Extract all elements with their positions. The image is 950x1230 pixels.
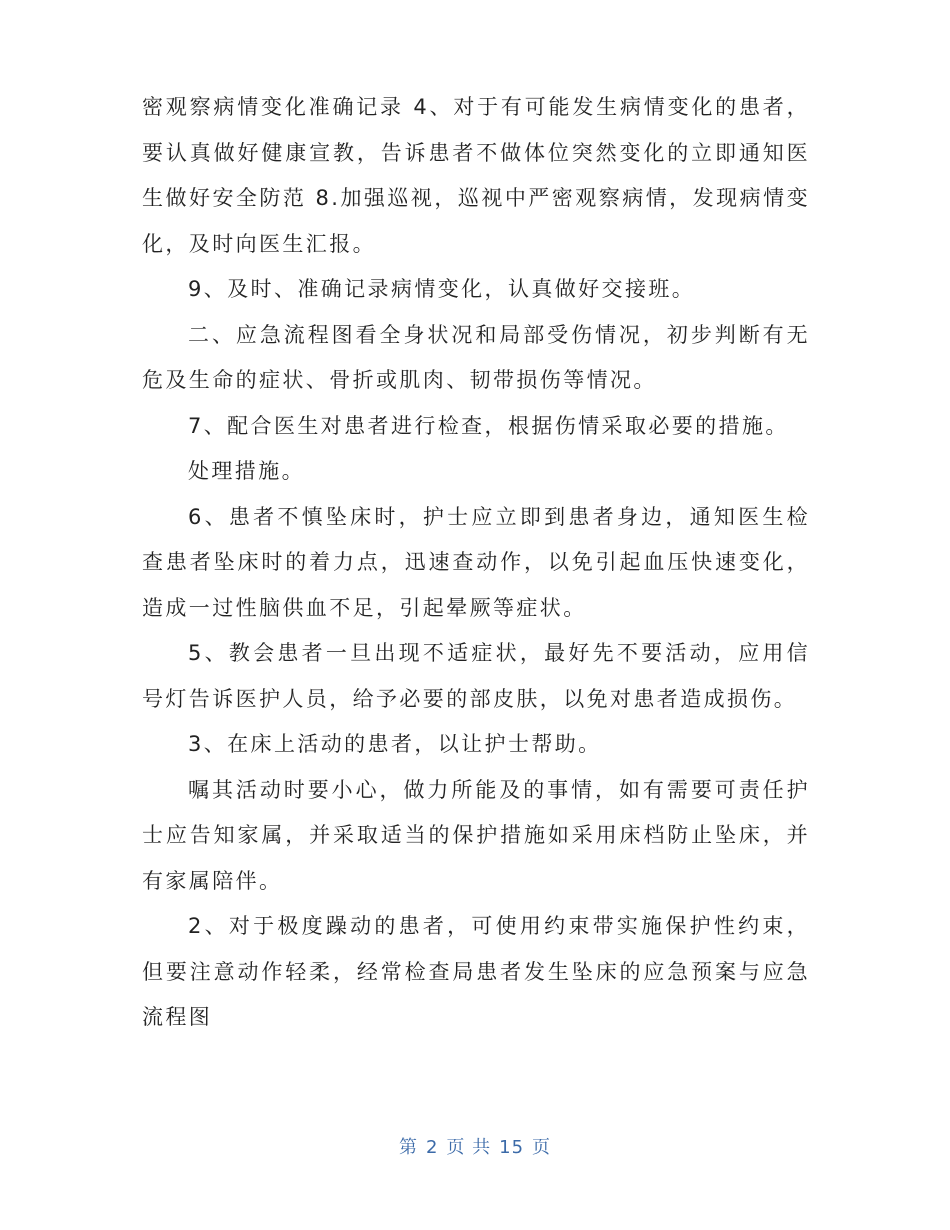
paragraph-3: 二、应急流程图看全身状况和局部受伤情况，初步判断有无危及生命的症状、骨折或肌肉、韧带损伤等情况。 (142, 322, 810, 392)
paragraph-9: 嘱其活动时要小心，做力所能及的事情，如有需要可责任护士应告知家属，并采取适当的保护措施如采用床档防止坠床，并有家属陪伴。 (142, 777, 810, 893)
footer-suffix: 页 (532, 1137, 552, 1158)
paragraph-1: 密观察病情变化准确记录 4、对于有可能发生病情变化的患者，要认真做好健康宣教，告诉患者不做体位突然变化的立即通知医生做好安全防范 8.加强巡视，巡视中严密观察病情，发现病情变化，及时向医生汇报。 (142, 95, 810, 256)
paragraph-2: 9、及时、准确记录病情变化，认真做好交接班。 (188, 277, 696, 301)
page-footer (0, 1133, 950, 1159)
paragraph-8: 3、在床上活动的患者，以让护士帮助。 (188, 732, 602, 756)
paragraph-6: 6、患者不慎坠床时，护士应立即到患者身边，通知医生检查患者坠床时的着力点，迅速查动作，以免引起血压快速变化，造成一过性脑供血不足，引起晕厥等症状。 (142, 504, 810, 620)
paragraph-10: 2、对于极度躁动的患者，可使用约束带实施保护性约束，但要注意动作轻柔，经常检查局患者发生坠床的应急预案与应急流程图 (142, 914, 810, 1029)
paragraph-5: 处理措施。 (188, 459, 305, 483)
document-body (142, 85, 810, 1041)
paragraph-4: 7、配合医生对患者进行检查，根据伤情采取必要的措施。 (188, 413, 789, 438)
footer-prefix: 第 (398, 1137, 418, 1158)
paragraph-7: 5、教会患者一旦出现不适症状，最好先不要活动，应用信号灯告诉医护人员，给予必要的部皮肤，以免对患者造成损伤。 (142, 641, 810, 711)
footer-page-number: 2 (425, 1137, 439, 1158)
footer-middle: 页 共 (446, 1137, 492, 1158)
footer-total-pages: 15 (499, 1137, 525, 1158)
